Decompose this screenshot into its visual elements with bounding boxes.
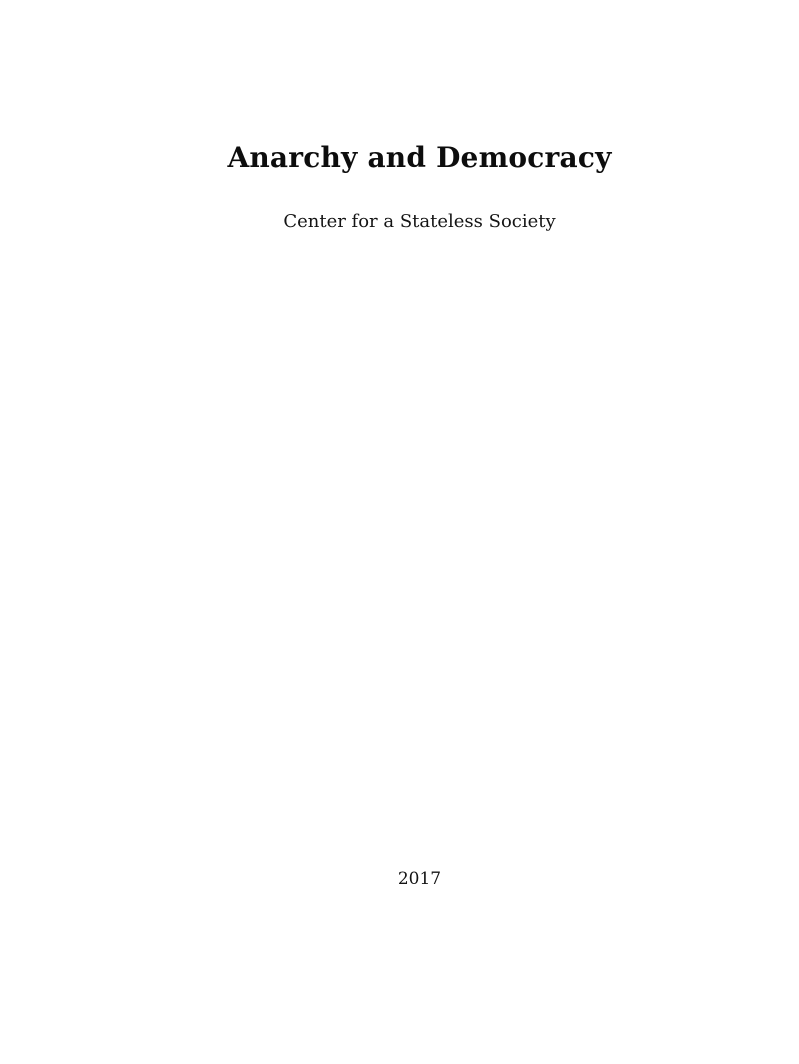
book-title: Anarchy and Democracy — [227, 141, 612, 174]
book-author: Center for a Stateless Society — [283, 211, 556, 232]
publication-year: 2017 — [397, 869, 442, 889]
